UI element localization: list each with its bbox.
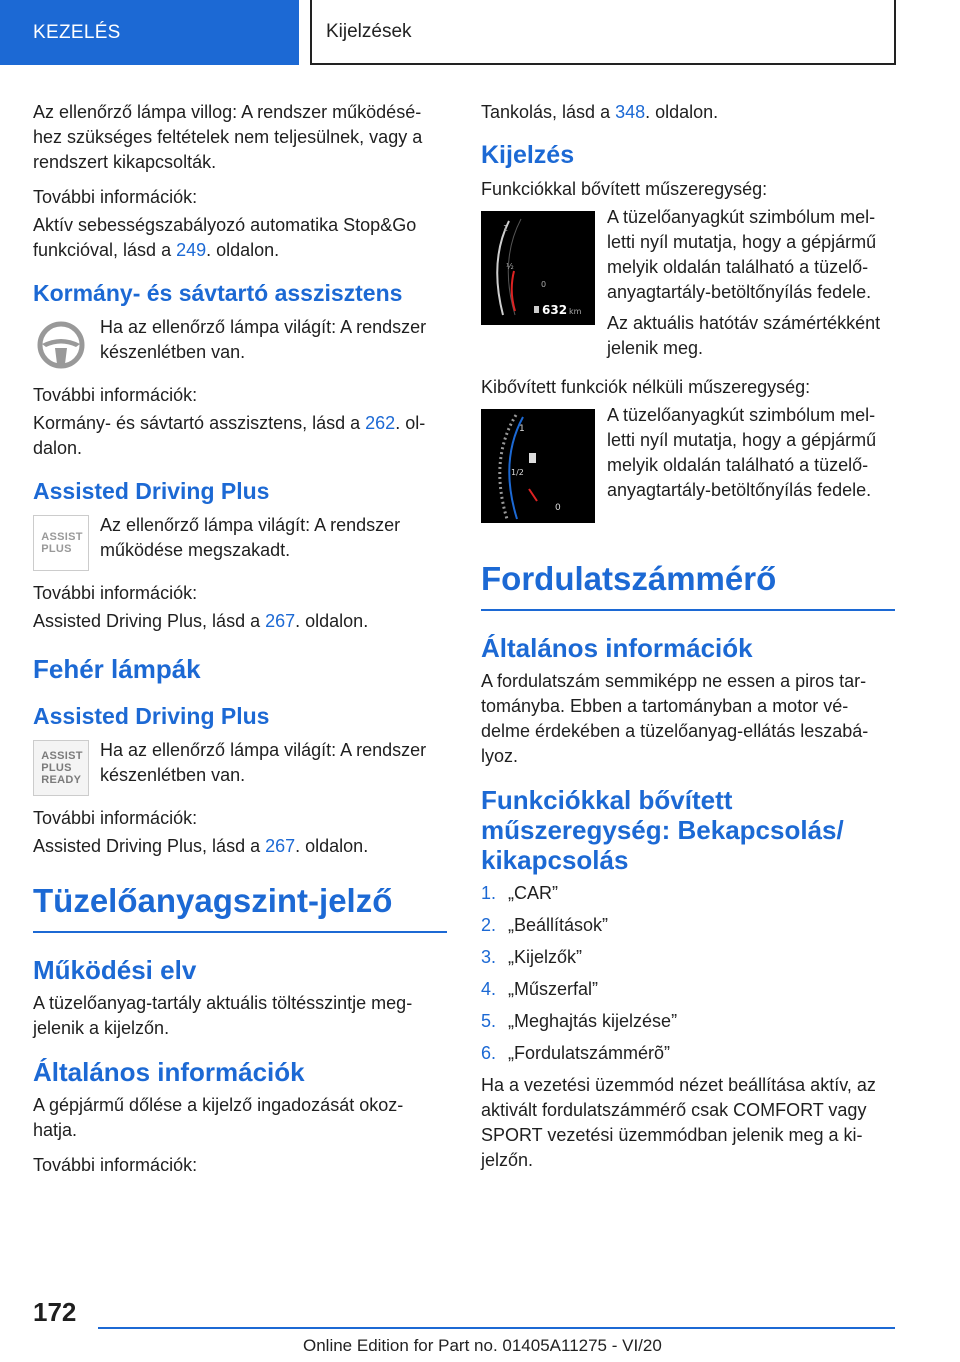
list-item (481, 1041, 895, 1066)
paragraph (33, 609, 447, 634)
step-text: „Műszerfal” (508, 979, 599, 999)
list-item (481, 1009, 895, 1034)
icon-label: ASSIST (41, 750, 83, 762)
figure-block (481, 205, 895, 361)
fuel-gauge-basic-image (481, 409, 595, 523)
chapter-tab (0, 0, 299, 65)
paragraph (481, 100, 895, 125)
range-value: 632 (542, 303, 568, 317)
paragraph: Ha a vezetési üzemmód nézet beállítása aktív, az aktivált fordulatszámmérő csak COMFORT vagy SPORT vezetési üzemmódban jelenik meg a ki-jelzőn. (481, 1075, 876, 1170)
heading-principle: Működési elv (33, 955, 197, 985)
paragraph: További információk: (33, 187, 198, 207)
paragraph: További információk: (33, 808, 198, 828)
heading-assisted-driving-plus: Assisted Driving Plus (33, 478, 270, 504)
left-column (33, 100, 447, 1188)
heading-general-info: Általános információk (481, 633, 753, 663)
chapter-title: KEZELÉS (33, 22, 121, 43)
paragraph: A fordulatszám semmiképp ne essen a piros tar-tományba. Ebben a tartományban a motor vé-delme érdekében a tüzelőanyag-ellátás leszabá-lyoz. (481, 671, 869, 766)
page-link[interactable]: 262 (365, 413, 396, 433)
indicator-block (33, 738, 447, 796)
paragraph: További információk: (33, 1155, 198, 1175)
section-tab (310, 0, 896, 65)
figure-text: A tüzelőanyagkút szimbólum mel-letti nyíl mutatja, hogy a gépjármű melyik oldalán található a tüzelő-anyagtartály-betöltőnyílás fedele. (607, 207, 877, 302)
step-text: „CAR” (508, 883, 558, 903)
page-link[interactable]: 348 (615, 102, 646, 122)
right-column (481, 100, 895, 1183)
gauge-tick: ½ (506, 262, 514, 271)
paragraph: Az ellenőrző lámpa villog: A rendszer működésé-hez szükséges feltételek nem teljesülnek, vagy a rendszert kikapcsolták. (33, 102, 423, 172)
paragraph: A tüzelőanyag-tartály aktuális töltésszintje meg-jelenik a kijelzőn. (33, 993, 413, 1038)
page-link[interactable]: 267 (265, 836, 296, 856)
edition-note: Online Edition for Part no. 01405A11275 - VI/20 (303, 1336, 662, 1355)
heading-tachometer: Fordulatszámmérő (481, 560, 777, 597)
section-heading (33, 881, 447, 933)
list-item (481, 913, 895, 938)
list-item (481, 945, 895, 970)
paragraph: Kibővített funkciók nélküli műszeregység: (481, 377, 811, 397)
indicator-block (33, 513, 447, 571)
page-number: 172 (33, 1297, 77, 1327)
page-link[interactable]: 267 (265, 611, 296, 631)
fuel-gauge-extended-image (481, 211, 595, 325)
text: Aktív sebességszabályozó automatika Stop&Go funkcióval, lásd a (33, 215, 417, 260)
heading-display: Kijelzés (481, 141, 575, 169)
indicator-text: Ha az ellenőrző lámpa világít: A rendszer készenlétben van. (100, 317, 427, 362)
text: . oldalon. (206, 240, 280, 260)
step-text: „Fordulatszámmérõ” (508, 1043, 671, 1063)
gauge-tick: 1 (503, 224, 509, 233)
heading-general-info: Általános információk (33, 1057, 305, 1087)
paragraph (33, 213, 447, 263)
icon-label: PLUS (41, 762, 72, 774)
text: . oldalon. (645, 102, 719, 122)
paragraph: További információk: (33, 583, 198, 603)
steps-list (481, 881, 895, 1066)
paragraph (33, 411, 447, 461)
list-item (481, 977, 895, 1002)
step-text: „Beállítások” (508, 915, 609, 935)
indicator-text: Az ellenőrző lámpa világít: A rendszer működése megszakadt. (100, 515, 401, 560)
text: . oldalon. (295, 836, 369, 856)
step-number: 4. (481, 979, 497, 999)
assist-plus-icon (33, 515, 89, 571)
paragraph: A gépjármű dőlése a kijelző ingadozását okoz-hatja. (33, 1095, 404, 1140)
section-heading (481, 559, 895, 611)
gauge-tick: 0 (541, 280, 547, 289)
icon-label: PLUS (41, 543, 72, 555)
figure-text (607, 311, 895, 361)
step-number: 5. (481, 1011, 497, 1031)
paragraph: Funkciókkal bővített műszeregység: (481, 179, 768, 199)
icon-label: READY (41, 774, 82, 786)
gauge-tick: 1 (519, 424, 525, 434)
steering-wheel-icon (33, 317, 89, 373)
page-link[interactable]: 249 (176, 240, 207, 260)
indicator-text: Ha az ellenőrző lámpa világít: A rendszer készenlétben van. (100, 740, 427, 785)
text: Az aktuális hatótáv számértékként jelenik meg. (607, 313, 881, 358)
text: Kormány- és sávtartó asszisztens, lásd a (33, 413, 366, 433)
step-text: „Meghajtás kijelzése” (508, 1011, 678, 1031)
icon-label: ASSIST (41, 531, 83, 543)
heading-fuel-gauge: Tüzelőanyagszint-jelző (33, 882, 393, 919)
indicator-block (33, 315, 447, 373)
gauge-tick: 0 (555, 503, 561, 513)
paragraph (33, 834, 447, 859)
footer-divider (98, 1327, 895, 1329)
figure-block (481, 403, 895, 523)
step-number: 1. (481, 883, 497, 903)
step-number: 3. (481, 947, 497, 967)
heading-steering-assistant: Kormány- és sávtartó asszisztens (33, 280, 403, 306)
text: Assisted Driving Plus, lásd a (33, 611, 266, 631)
range-unit: km (569, 307, 582, 316)
heading-white-lamps: Fehér lámpák (33, 654, 201, 684)
assist-plus-ready-icon (33, 740, 89, 796)
section-title: Kijelzések (326, 21, 412, 42)
figure-text: A tüzelőanyagkút szimbólum mel-letti nyíl mutatja, hogy a gépjármű melyik oldalán található a tüzelő-anyagtartály-betöltőnyílás fedele. (607, 405, 877, 500)
list-item (481, 881, 895, 906)
step-number: 2. (481, 915, 497, 935)
step-text: „Kijelzők” (508, 947, 583, 967)
heading-assisted-driving-plus: Assisted Driving Plus (33, 703, 270, 729)
text: . ol-dalon. (33, 413, 426, 458)
step-number: 6. (481, 1043, 497, 1063)
text: Assisted Driving Plus, lásd a (33, 836, 266, 856)
text: . oldalon. (295, 611, 369, 631)
gauge-tick: 1/2 (511, 468, 524, 477)
heading-function-toggle: Funkciókkal bővített műszeregység: Bekapcsolás/ kikapcsolás (481, 785, 844, 875)
text: Tankolás, lásd a (481, 102, 616, 122)
paragraph: További információk: (33, 385, 198, 405)
